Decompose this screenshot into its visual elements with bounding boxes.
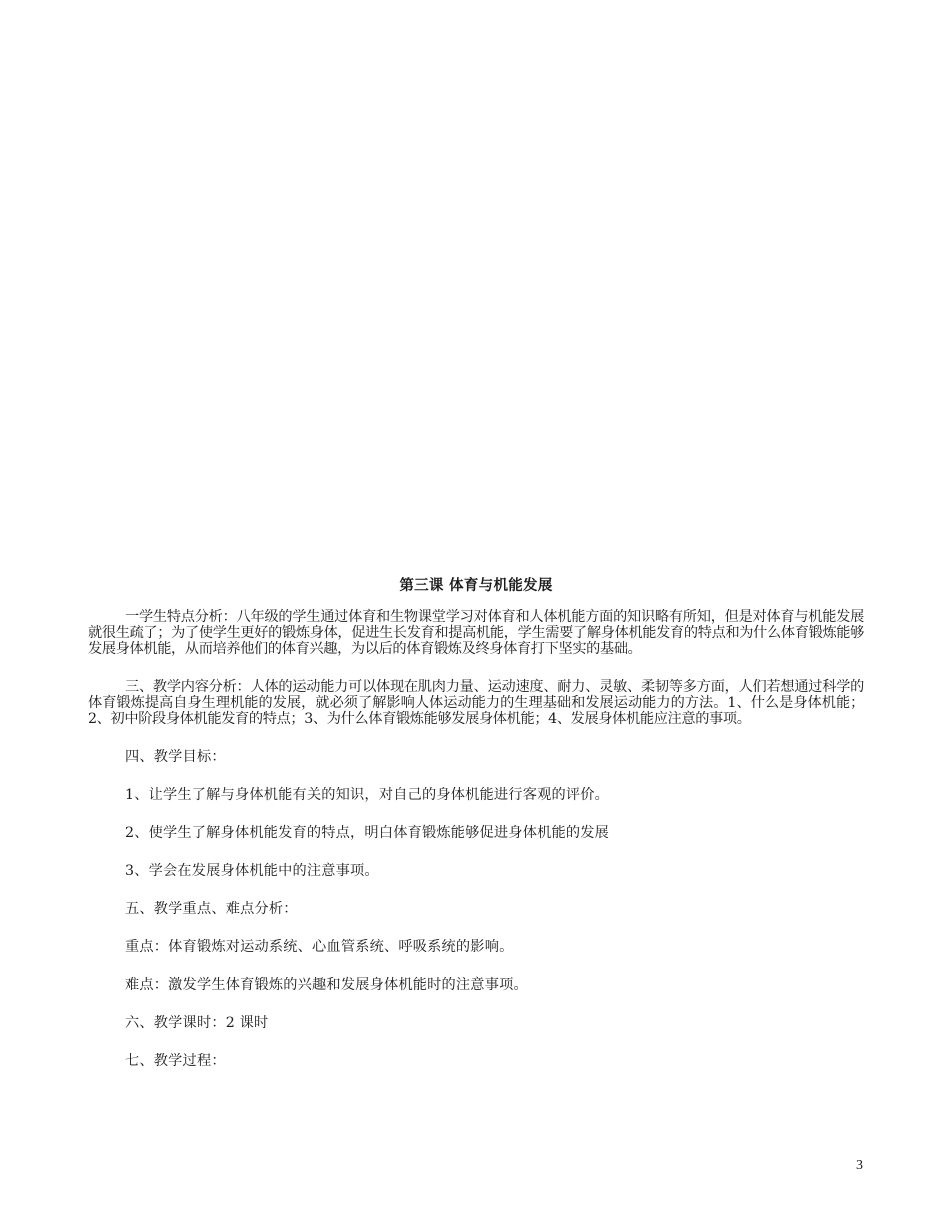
objective-item-1: 1、让学生了解与身体机能有关的知识，对自己的身体机能进行客观的评价。: [125, 787, 610, 803]
objective-item-3: 3、学会在发展身体机能中的注意事项。: [125, 863, 379, 879]
teaching-process-heading: 七、教学过程：: [125, 1053, 226, 1069]
difficulty-text: 难点：激发学生体育锻炼的兴趣和发展身体机能时的注意事项。: [125, 977, 528, 993]
content-analysis-paragraph: 三、教学内容分析：人体的运动能力可以体现在肌肉力量、运动速度、耐力、灵敏、柔韧等多方面，人们若想通过科学的体育锻炼提高自身生理机能的发展，就必须了解影响人体运动能力的生理基础和发展运动能力的方法。1、什么是身体机能；2、初中阶段身体机能发育的特点；3、为什么体育锻炼能够发展身体机能；4、发展身体机能应注意的事项。: [88, 679, 864, 727]
class-hours-text: 六、教学课时：2 课时: [125, 1015, 269, 1031]
page-number: 3: [856, 1158, 863, 1173]
document-body: [88, 577, 864, 1091]
objective-item-2: 2、使学生了解身体机能发育的特点，明白体育锻炼能够促进身体机能的发展: [125, 825, 610, 841]
key-points-heading: 五、教学重点、难点分析：: [125, 901, 298, 917]
lesson-title: 第三课 体育与机能发展: [399, 578, 553, 594]
key-point-text: 重点：体育锻炼对运动系统、心血管系统、呼吸系统的影响。: [125, 939, 514, 955]
objectives-heading: 四、教学目标：: [125, 749, 226, 765]
student-analysis-paragraph: 一学生特点分析：八年级的学生通过体育和生物课堂学习对体育和人体机能方面的知识略有所知，但是对体育与机能发展就很生疏了；为了使学生更好的锻炼身体，促进生长发育和提高机能，学生需要了解身体机能发育的特点和为什么体育锻炼能够发展身体机能，从而培养他们的体育兴趣，为以后的体育锻炼及终身体育打下坚实的基础。: [88, 609, 864, 657]
